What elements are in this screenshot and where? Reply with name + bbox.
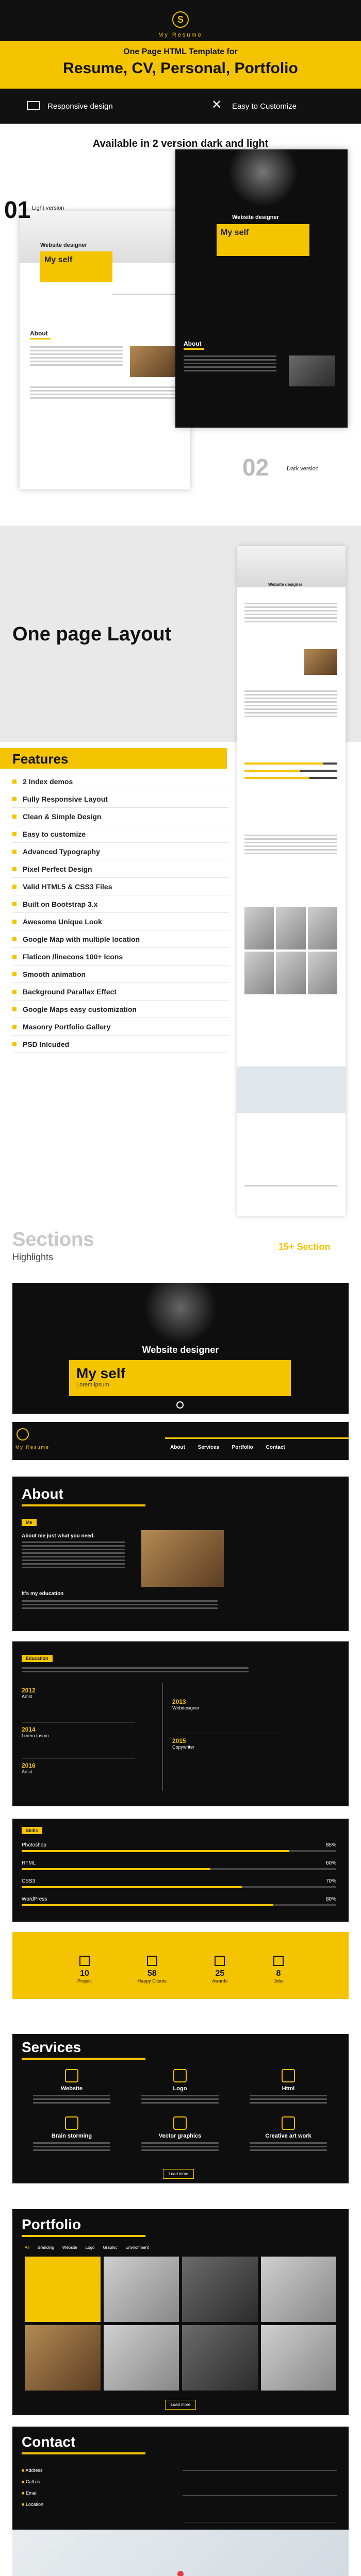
skills-tag: Skills bbox=[22, 1827, 42, 1834]
skill-bar bbox=[22, 1904, 336, 1906]
contact-underline bbox=[22, 2452, 145, 2454]
service-card bbox=[33, 2069, 110, 2106]
feature-item: Background Parallax Effect bbox=[12, 983, 229, 1001]
services-section bbox=[12, 2034, 349, 2183]
layout-map bbox=[237, 1066, 346, 1113]
feature-item: Google Maps easy customization bbox=[12, 1001, 229, 1018]
skill-label: HTML bbox=[22, 1860, 36, 1866]
about-photo bbox=[141, 1530, 224, 1587]
skills-list bbox=[22, 1842, 336, 1914]
feature-item: Advanced Typography bbox=[12, 843, 229, 860]
light-myself-title: My self bbox=[44, 256, 73, 264]
portfolio-filters bbox=[25, 2245, 149, 2250]
counter-number: 10 bbox=[80, 1969, 89, 1978]
counters-row bbox=[77, 1956, 284, 1984]
contact-address: ■ Address bbox=[22, 2468, 43, 2473]
sections-heading: Sections bbox=[12, 1229, 94, 1250]
light-version-mock bbox=[20, 211, 190, 489]
edu-entry: 2015 Copywriter bbox=[172, 1737, 195, 1750]
dark-version-mock bbox=[175, 149, 348, 428]
feature-item: Pixel Perfect Design bbox=[12, 860, 229, 878]
dark-hero-title: Website designer bbox=[232, 214, 279, 221]
skill-row bbox=[22, 1878, 336, 1888]
service-card bbox=[33, 2116, 110, 2153]
dark-about-text bbox=[184, 355, 276, 374]
customize-label: Easy to Customize bbox=[232, 102, 297, 111]
skill-percent: 85% bbox=[325, 1842, 336, 1848]
counter-number: 58 bbox=[147, 1969, 157, 1978]
contact-email: ■ Email bbox=[22, 2490, 38, 2496]
features-heading: Features bbox=[12, 751, 69, 767]
service-icon bbox=[173, 2116, 187, 2130]
layout-block-2 bbox=[244, 690, 337, 719]
map-marker-icon[interactable] bbox=[176, 2570, 185, 2576]
feature-item: Easy to customize bbox=[12, 825, 229, 843]
light-hero-title: Website designer bbox=[40, 242, 87, 248]
layout-hero bbox=[237, 546, 346, 587]
layout-hero-title: Website designer bbox=[268, 582, 303, 587]
portfolio-filter[interactable]: Environment bbox=[125, 2245, 149, 2250]
name-field[interactable] bbox=[183, 2465, 337, 2471]
service-title: Vector graphics bbox=[158, 2133, 202, 2139]
light-myself-card bbox=[40, 251, 112, 282]
service-title: Logo bbox=[173, 2086, 187, 2092]
counter-label: Project bbox=[77, 1978, 92, 1984]
portfolio-item[interactable] bbox=[25, 2325, 101, 2391]
contact-form bbox=[183, 2465, 337, 2522]
sections-sub: Highlights bbox=[12, 1252, 54, 1262]
dark-myself-title: My self bbox=[221, 228, 249, 237]
hero-title: Website designer bbox=[142, 1345, 219, 1355]
features-list bbox=[12, 773, 229, 1053]
nav-services[interactable]: Services bbox=[198, 1445, 219, 1450]
contact-heading: Contact bbox=[22, 2434, 76, 2450]
responsive-label: Responsive design bbox=[47, 102, 113, 111]
nav-portfolio[interactable]: Portfolio bbox=[232, 1445, 253, 1450]
counter-label: Awards bbox=[212, 1978, 228, 1984]
about-heading: About bbox=[22, 1486, 63, 1502]
light-nav-lines bbox=[112, 294, 179, 297]
education-section bbox=[12, 1641, 349, 1806]
about-lead: About me just what you need. bbox=[22, 1533, 95, 1539]
service-icon bbox=[65, 2116, 78, 2130]
edu-entry: 2013 Webdesigner bbox=[172, 1698, 286, 1734]
light-version-label: Light version bbox=[32, 205, 64, 211]
service-title: Brain storming bbox=[51, 2133, 92, 2139]
about-tag: Me bbox=[22, 1519, 37, 1526]
about-education-lead: It's my education bbox=[22, 1591, 64, 1597]
feature-item: Clean & Simple Design bbox=[12, 808, 229, 825]
service-card bbox=[250, 2069, 327, 2106]
service-icon bbox=[282, 2116, 295, 2130]
service-title: Website bbox=[61, 2086, 83, 2092]
logo-badge: S bbox=[172, 11, 189, 28]
feature-item: Built on Bootstrap 3.x bbox=[12, 895, 229, 913]
light-more-text bbox=[30, 386, 179, 401]
skill-bar bbox=[22, 1886, 336, 1888]
feature-item: Valid HTML5 & CSS3 Files bbox=[12, 878, 229, 895]
service-text bbox=[141, 2095, 219, 2104]
portfolio-load-more-button[interactable]: Load more bbox=[165, 2400, 196, 2410]
counter-icon bbox=[273, 1956, 284, 1966]
light-about-text bbox=[30, 346, 123, 368]
counter bbox=[77, 1956, 92, 1984]
feature-item: 2 Index demos bbox=[12, 773, 229, 790]
counter-icon bbox=[215, 1956, 225, 1966]
versions-heading: Available in 2 version dark and light bbox=[92, 138, 269, 149]
portfolio-heading: Portfolio bbox=[22, 2216, 81, 2232]
subject-field[interactable] bbox=[183, 2489, 337, 2496]
skill-row bbox=[22, 1842, 336, 1852]
counter-icon bbox=[147, 1956, 157, 1966]
feature-item: Smooth animation bbox=[12, 965, 229, 983]
nav-contact[interactable]: Contact bbox=[266, 1445, 285, 1450]
edu-entry: 2014 Lorem Ipsum bbox=[22, 1723, 135, 1759]
hero-myself-card bbox=[69, 1360, 291, 1396]
education-right-column bbox=[172, 1698, 286, 1770]
dark-version-number: 02 bbox=[242, 454, 269, 481]
logo-name: My Resume bbox=[158, 32, 203, 38]
contact-map[interactable] bbox=[12, 2530, 349, 2576]
skill-bar bbox=[22, 1868, 336, 1870]
counter bbox=[138, 1956, 167, 1984]
counter-number: 25 bbox=[215, 1969, 225, 1978]
service-text bbox=[141, 2142, 219, 2151]
layout-preview-mock bbox=[237, 546, 346, 1216]
dark-about-photo bbox=[289, 355, 335, 386]
portfolio-item[interactable] bbox=[261, 2325, 337, 2391]
nav-about[interactable]: About bbox=[170, 1445, 185, 1450]
contact-phone: ■ Call us bbox=[22, 2479, 40, 2484]
portfolio-filter[interactable]: Website bbox=[62, 2245, 77, 2250]
nav-menu bbox=[170, 1445, 297, 1450]
responsive-badge bbox=[27, 98, 151, 116]
layout-services bbox=[244, 835, 337, 856]
feature-item: Fully Responsive Layout bbox=[12, 790, 229, 808]
portfolio-item[interactable] bbox=[25, 2257, 101, 2322]
service-icon bbox=[173, 2069, 187, 2082]
skill-percent: 80% bbox=[325, 1896, 336, 1902]
portfolio-underline bbox=[22, 2235, 145, 2237]
skill-row bbox=[22, 1896, 336, 1906]
nav-active-underline bbox=[165, 1437, 349, 1439]
skill-label: Photoshop bbox=[22, 1842, 46, 1848]
edu-entry: 2016 Artist bbox=[22, 1762, 36, 1774]
hero-myself-title: My self bbox=[76, 1365, 125, 1381]
wrench-icon: ✕ bbox=[211, 98, 222, 112]
education-left-column bbox=[22, 1687, 135, 1795]
light-about-photo bbox=[130, 346, 176, 377]
portfolio-filter[interactable]: Logo bbox=[85, 2245, 95, 2250]
customize-badge bbox=[211, 98, 335, 116]
dark-about-rule bbox=[184, 348, 204, 350]
service-icon bbox=[282, 2069, 295, 2082]
portfolio-item[interactable] bbox=[182, 2325, 258, 2391]
feature-item: Masonry Portfolio Gallery bbox=[12, 1018, 229, 1036]
layout-skillbars bbox=[244, 762, 337, 784]
email-field[interactable] bbox=[183, 2477, 337, 2483]
service-card bbox=[141, 2069, 219, 2106]
skill-label: CSS3 bbox=[22, 1878, 36, 1884]
skill-bar bbox=[22, 1850, 336, 1852]
layout-heading: One page Layout bbox=[12, 623, 172, 645]
nav-section bbox=[12, 1422, 349, 1460]
dark-myself-card bbox=[217, 224, 309, 256]
counter-icon bbox=[79, 1956, 90, 1966]
dark-version-label: Dark version bbox=[287, 466, 319, 472]
education-tag: Education bbox=[22, 1655, 53, 1662]
feature-item: Awesome Unique Look bbox=[12, 913, 229, 930]
monitor-icon bbox=[27, 101, 40, 110]
service-card bbox=[250, 2116, 327, 2153]
edu-entry: 2012 Artist bbox=[22, 1687, 135, 1723]
skill-label: WordPress bbox=[22, 1896, 47, 1902]
counter-label: Happy Clients bbox=[137, 1978, 167, 1984]
page-title: Resume, CV, Personal, Portfolio bbox=[63, 60, 298, 77]
service-title: Html bbox=[282, 2086, 295, 2092]
counter-number: 8 bbox=[276, 1969, 281, 1978]
counter bbox=[212, 1956, 227, 1984]
sections-count: 15+ Section bbox=[278, 1242, 331, 1252]
dark-hero-photo bbox=[227, 149, 299, 206]
portfolio-filter[interactable]: All bbox=[25, 2245, 29, 2250]
contact-section bbox=[12, 2427, 349, 2576]
about-education-text bbox=[22, 1600, 218, 1611]
dark-about-title: About bbox=[184, 340, 202, 347]
service-text bbox=[250, 2095, 327, 2104]
skill-percent: 60% bbox=[325, 1860, 336, 1866]
portfolio-section bbox=[12, 2209, 349, 2415]
portfolio-item[interactable] bbox=[182, 2257, 258, 2322]
light-about-rule bbox=[30, 338, 51, 340]
scroll-down-icon[interactable] bbox=[176, 1401, 184, 1409]
hero-portrait bbox=[144, 1283, 217, 1345]
layout-about-photo bbox=[304, 649, 337, 675]
portfolio-item[interactable] bbox=[104, 2257, 179, 2322]
nav-logo-name: My Resume bbox=[15, 1445, 50, 1450]
portfolio-filter[interactable]: Branding bbox=[37, 2245, 54, 2250]
education-intro bbox=[22, 1667, 249, 1674]
page-subtitle: One Page HTML Template for bbox=[123, 47, 238, 56]
feature-item: Flaticon /linecons 100+ Icons bbox=[12, 948, 229, 965]
light-about-title: About bbox=[30, 330, 48, 337]
nav-logo-badge bbox=[17, 1428, 29, 1440]
layout-footer bbox=[244, 1185, 337, 1189]
layout-block-1 bbox=[244, 603, 337, 624]
counter-label: Jobs bbox=[273, 1978, 284, 1984]
skill-row bbox=[22, 1860, 336, 1870]
about-underline bbox=[22, 1504, 145, 1506]
counter bbox=[273, 1956, 284, 1984]
education-divider bbox=[162, 1683, 163, 1791]
service-text bbox=[33, 2095, 110, 2104]
header-banner bbox=[0, 0, 361, 124]
services-heading: Services bbox=[22, 2039, 81, 2055]
portfolio-item[interactable] bbox=[261, 2257, 337, 2322]
hero-section bbox=[12, 1283, 349, 1414]
message-field[interactable] bbox=[183, 2502, 337, 2522]
service-text bbox=[33, 2142, 110, 2151]
skill-percent: 70% bbox=[325, 1878, 336, 1884]
service-text bbox=[250, 2142, 327, 2151]
counters-section bbox=[12, 1932, 349, 1999]
about-section bbox=[12, 1477, 349, 1631]
services-load-more-button[interactable]: Load more bbox=[163, 2169, 194, 2179]
portfolio-grid bbox=[25, 2257, 336, 2391]
service-title: Creative art work bbox=[265, 2133, 311, 2139]
about-body-text bbox=[22, 1541, 125, 1570]
service-card bbox=[141, 2116, 219, 2153]
feature-item: Google Map with multiple location bbox=[12, 930, 229, 948]
contact-info bbox=[22, 2465, 125, 2510]
service-icon bbox=[65, 2069, 78, 2082]
skills-section bbox=[12, 1819, 349, 1922]
portfolio-filter[interactable]: Graphic bbox=[103, 2245, 118, 2250]
contact-location: ■ Location bbox=[22, 2502, 43, 2507]
portfolio-item[interactable] bbox=[104, 2325, 179, 2391]
feature-item: PSD Inlcuded bbox=[12, 1036, 229, 1053]
services-grid bbox=[12, 2034, 349, 2183]
hero-myself-sub: Lorem ipsum bbox=[76, 1382, 109, 1388]
light-version-number: 01 bbox=[4, 196, 31, 223]
layout-portfolio-grid bbox=[244, 907, 337, 994]
